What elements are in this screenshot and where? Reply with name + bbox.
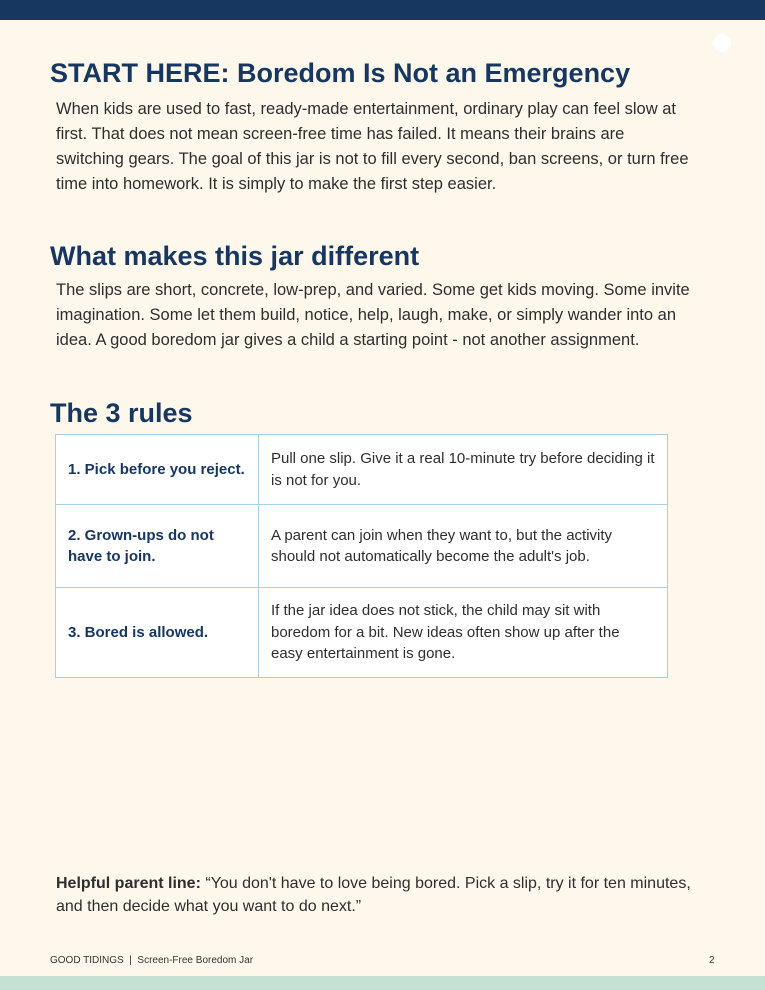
- table-row: [56, 505, 668, 588]
- different-paragraph: The slips are short, concrete, low-prep, and varied. Some get kids moving. Some invite imagination. Some let them build, notice, help, laugh, make, or simply wander into an idea. A good boredom jar gives a child a starting point - not another assignment.: [56, 281, 690, 349]
- bottom-accent-bar: [0, 976, 765, 990]
- rules-table: [55, 434, 668, 678]
- page-number: 2: [709, 955, 715, 966]
- rule-description: A parent can join when they want to, but the activity should not automatically become the adult's job.: [259, 505, 668, 588]
- rule-description: Pull one slip. Give it a real 10-minute try before deciding it is not for you.: [259, 435, 668, 505]
- section-heading-different: What makes this jar different: [50, 241, 420, 271]
- helpful-label: Helpful parent line:: [56, 875, 201, 892]
- rule-title: 1. Pick before you reject.: [56, 435, 259, 505]
- helpful-parent-line: [56, 872, 696, 918]
- intro-paragraph: When kids are used to fast, ready-made entertainment, ordinary play can feel slow at first. That does not mean screen-free time has failed. It means their brains are switching gears. The goal of this jar is not to fill every second, ban screens, or turn free time into homework. It is simply to make the first step easier.: [56, 100, 689, 193]
- table-row: [56, 435, 668, 505]
- helpful-quote: “You don't have to love being bored. Pick a slip, try it for ten minutes, and then decide what you want to do next.”: [56, 875, 691, 915]
- rule-title: 2. Grown-ups do not have to join.: [56, 505, 259, 588]
- rule-description: If the jar idea does not stick, the child may sit with boredom for a bit. New ideas often show up after the easy entertainment is gone.: [259, 588, 668, 678]
- page-title: START HERE: Boredom Is Not an Emergency: [50, 58, 631, 88]
- corner-dot: [713, 34, 731, 52]
- rule-title: 3. Bored is allowed.: [56, 588, 259, 678]
- footer-text: GOOD TIDINGS | Screen-Free Boredom Jar: [50, 955, 254, 966]
- footer-title: [50, 955, 253, 966]
- top-accent-bar: [0, 0, 765, 20]
- table-row: [56, 588, 668, 678]
- section-heading-rules: The 3 rules: [50, 398, 193, 428]
